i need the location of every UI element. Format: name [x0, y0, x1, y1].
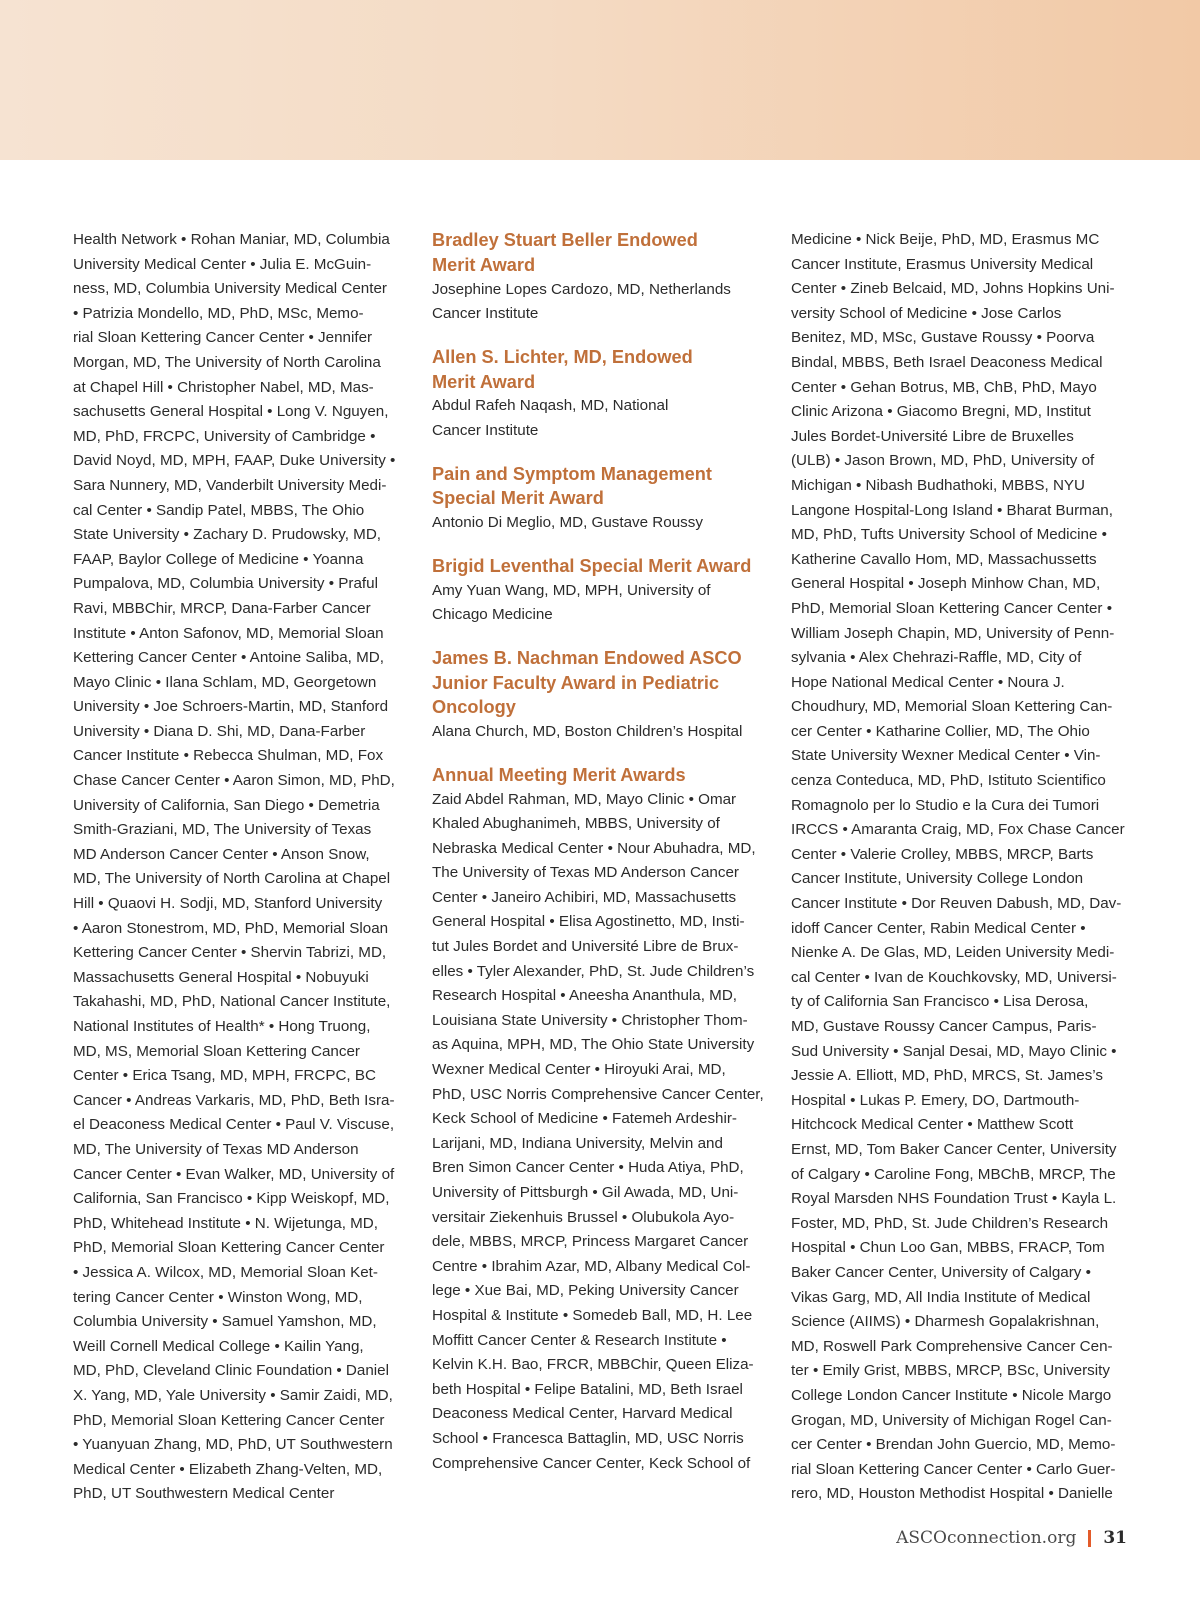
award-recipients: Josephine Lopes Cardozo, MD, Netherlands Cancer Institute	[432, 280, 731, 323]
award-recipients: Alana Church, MD, Boston Children’s Hospital	[432, 723, 743, 741]
award-title: Pain and Symptom Management Special Merit Award	[432, 463, 712, 509]
award-section-nachman	[432, 646, 766, 745]
footer-divider	[1088, 1530, 1091, 1547]
column-middle	[432, 228, 766, 1494]
header-gradient-band	[0, 0, 1200, 160]
award-title: Annual Meeting Merit Awards	[432, 764, 686, 785]
award-section-leventhal	[432, 554, 766, 628]
page-number: 31	[1103, 1528, 1127, 1548]
recipient-list-continued: Health Network • Rohan Maniar, MD, Columbia University Medical Center • Julia E. McGuin- ness, MD, Columbia University Medical Center • Patrizia Mondello, MD, PhD, MSc, Memo- rial Sloan Kettering Cancer Center • Jennifer Morgan, MD, The University of North Carolina at Chapel Hill • Christopher Nabel, MD, Mas- sachusetts General Hospital • Long V. Nguyen, MD, PhD, FRCPC, University of Cambridge • David Noyd, MD, MPH, FAAP, Duke University • Sara Nunnery, MD, Vanderbilt University Medi- cal Center • Sandip Patel, MBBS, The Ohio State University • Zachary D. Prudowsky, MD, FAAP, Baylor College of Medicine • Yoanna Pumpalova, MD, Columbia University • Praful Ravi, MBBChir, MRCP, Dana-Farber Cancer Institute • Anton Safonov, MD, Memorial Sloan Kettering Cancer Center • Antoine Saliba, MD, Mayo Clinic • Ilana Schlam, MD, Georgetown University • Joe Schroers-Martin, MD, Stanford University • Diana D. Shi, MD, Dana-Farber Cancer Institute • Rebecca Shulman, MD, Fox Chase Cancer Center • Aaron Simon, MD, PhD, University of California, San Diego • Demetria Smith-Graziani, MD, The University of Texas MD Anderson Cancer Center • Anson Snow, MD, The University of North Carolina at Chapel Hill • Quaovi H. Sodji, MD, Stanford University • Aaron Stonestrom, MD, PhD, Memorial Sloan Kettering Cancer Center • Shervin Tabrizi, MD, Massachusetts General Hospital • Nobuyuki Takahashi, MD, PhD, National Cancer Institute, National Institutes of Health* • Hong Truong, MD, MS, Memorial Sloan Kettering Cancer Center • Erica Tsang, MD, MPH, FRCPC, BC Cancer • Andreas Varkaris, MD, PhD, Beth Isra- el Deaconess Medical Center • Paul V. Viscuse, MD, The University of Texas MD Anderson Cancer Center • Evan Walker, MD, University of California, San Francisco • Kipp Weiskopf, MD, PhD, Whitehead Institute • N. Wijetunga, MD, PhD, Memorial Sloan Kettering Cancer Center • Jessica A. Wilcox, MD, Memorial Sloan Ket- tering Cancer Center • Winston Wong, MD, Columbia University • Samuel Yamshon, MD, Weill Cornell Medical College • Kailin Yang, MD, PhD, Cleveland Clinic Foundation • Daniel X. Yang, MD, Yale University • Samir Zaidi, MD, PhD, Memorial Sloan Kettering Cancer Center • Yuanyuan Zhang, MD, PhD, UT Southwestern Medical Center • Elizabeth Zhang-Velten, MD, PhD, UT Southwestern Medical Center	[73, 231, 396, 1503]
column-left	[73, 228, 407, 1507]
award-recipients: Antonio Di Meglio, MD, Gustave Roussy	[432, 514, 703, 532]
award-title: Bradley Stuart Beller Endowed Merit Award	[432, 230, 698, 275]
award-recipients: Zaid Abdel Rahman, MD, Mayo Clinic • Omar Khaled Abughanimeh, MBBS, University of Nebraska Medical Center • Nour Abuhadra, MD, The University of Texas MD Anderson Cancer Center • Janeiro Achibiri, MD, Massachusetts General Hospital • Elisa Agostinetto, MD, Insti- tut Jules Bordet and Université Libre de Brux- elles • Tyler Alexander, PhD, St. Jude Children’s Research Hospital • Aneesha Ananthula, MD, Louisiana State University • Christopher Thom- as Aquina, MPH, MD, The Ohio State University Wexner Medical Center • Hiroyuki Arai, MD, PhD, USC Norris Comprehensive Cancer Center, Keck School of Medicine • Fatemeh Ardeshir- Larijani, MD, Indiana University, Melvin and Bren Simon Cancer Center • Huda Atiya, PhD, University of Pittsburgh • Gil Awada, MD, Uni- versitair Ziekenhuis Brussel • Olubukola Ayo- dele, MBBS, MRCP, Princess Margaret Cancer Centre • Ibrahim Azar, MD, Albany Medical Col- lege • Xue Bai, MD, Peking University Cancer Hospital & Institute • Somedeb Ball, MD, H. Lee Moffitt Cancer Center & Research Institute • Kelvin K.H. Bao, FRCR, MBBChir, Queen Eliza- beth Hospital • Felipe Batalini, MD, Beth Israel Deaconess Medical Center, Harvard Medical School • Francesca Battaglin, MD, USC Norris Comprehensive Cancer Center, Keck School of	[432, 790, 764, 1472]
award-section-beller	[432, 228, 766, 327]
award-title: Allen S. Lichter, MD, Endowed Merit Award	[432, 346, 693, 392]
award-section-pain-symptom	[432, 462, 766, 536]
page-footer	[896, 1528, 1127, 1548]
column-right	[791, 228, 1129, 1507]
award-recipients: Amy Yuan Wang, MD, MPH, University of Chicago Medicine	[432, 581, 711, 624]
award-section-lichter	[432, 345, 766, 444]
footer-site-link[interactable]: ASCOconnection.org	[896, 1528, 1077, 1548]
award-section-annual-meeting	[432, 763, 766, 1476]
award-title: Brigid Leventhal Special Merit Award	[432, 555, 752, 576]
award-title: James B. Nachman Endowed ASCO Junior Faculty Award in Pediatric Oncology	[432, 647, 742, 718]
recipient-list-continued: Medicine • Nick Beije, PhD, MD, Erasmus MC Cancer Institute, Erasmus University Medical Center • Zineb Belcaid, MD, Johns Hopkins Uni- versity School of Medicine • Jose Carlos Benitez, MD, MSc, Gustave Roussy • Poorva Bindal, MBBS, Beth Israel Deaconess Medical Center • Gehan Botrus, MB, ChB, PhD, Mayo Clinic Arizona • Giacomo Bregni, MD, Institut Jules Bordet-Université Libre de Bruxelles (ULB) • Jason Brown, MD, PhD, University of Michigan • Nibash Budhathoki, MBBS, NYU Langone Hospital-Long Island • Bharat Burman, MD, PhD, Tufts University School of Medicine • Katherine Cavallo Hom, MD, Massachussetts General Hospital • Joseph Minhow Chan, MD, PhD, Memorial Sloan Kettering Cancer Center • William Joseph Chapin, MD, University of Penn- sylvania • Alex Chehrazi-Raffle, MD, City of Hope National Medical Center • Noura J. Choudhury, MD, Memorial Sloan Kettering Can- cer Center • Katharine Collier, MD, The Ohio State University Wexner Medical Center • Vin- cenza Conteduca, MD, PhD, Istituto Scientifico Romagnolo per lo Studio e la Cura dei Tumori IRCCS • Amaranta Craig, MD, Fox Chase Cancer Center • Valerie Crolley, MBBS, MRCP, Barts Cancer Institute, University College London Cancer Institute • Dor Reuven Dabush, MD, Dav- idoff Cancer Center, Rabin Medical Center • Nienke A. De Glas, MD, Leiden University Medi- cal Center • Ivan de Kouchkovsky, MD, Universi- ty of California San Francisco • Lisa Derosa, MD, Gustave Roussy Cancer Campus, Paris- Sud University • Sanjal Desai, MD, Mayo Clinic • Jessie A. Elliott, MD, PhD, MRCS, St. James’s Hospital • Lukas P. Emery, DO, Dartmouth- Hitchcock Medical Center • Matthew Scott Ernst, MD, Tom Baker Cancer Center, University of Calgary • Caroline Fong, MBChB, MRCP, The Royal Marsden NHS Foundation Trust • Kayla L. Foster, MD, PhD, St. Jude Children’s Research Hospital • Chun Loo Gan, MBBS, FRACP, Tom Baker Cancer Center, University of Calgary • Vikas Garg, MD, All India Institute of Medical Science (AIIMS) • Dharmesh Gopalakrishnan, MD, Roswell Park Comprehensive Cancer Cen- ter • Emily Grist, MBBS, MRCP, BSc, University College London Cancer Institute • Nicole Margo Grogan, MD, University of Michigan Rogel Can- cer Center • Brendan John Guercio, MD, Memo- rial Sloan Kettering Cancer Center • Carlo Guer- rero, MD, Houston Methodist Hospital • Danielle	[791, 231, 1125, 1503]
award-recipients: Abdul Rafeh Naqash, MD, National Cancer Institute	[432, 397, 669, 439]
